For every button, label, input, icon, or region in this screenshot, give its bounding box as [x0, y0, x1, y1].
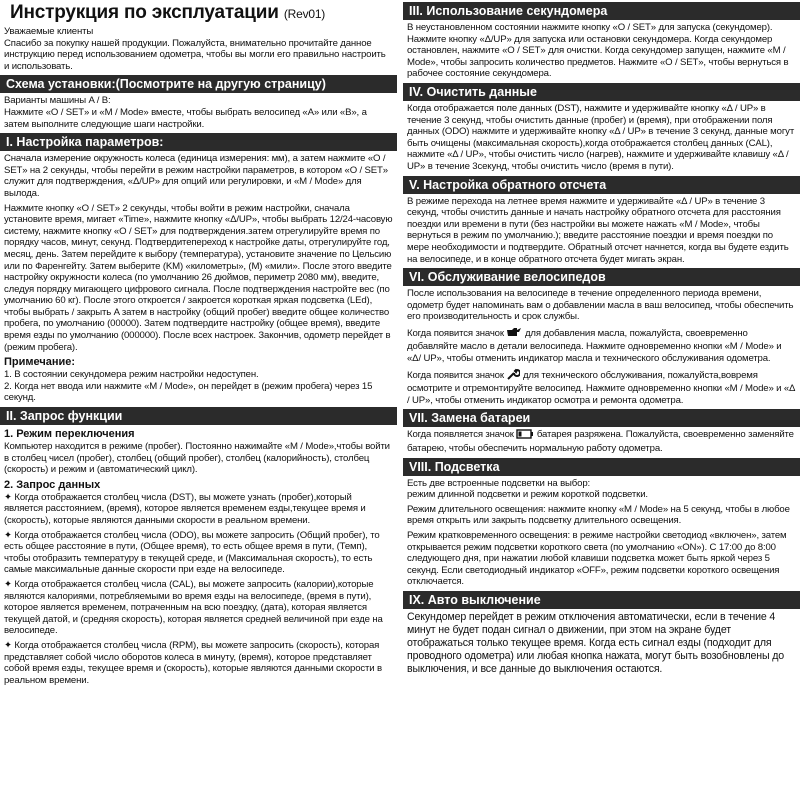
battery-icon	[516, 429, 534, 443]
section-8-header: VIII. Подсветка	[403, 458, 800, 476]
wrench-text-a: Когда появится значок	[407, 369, 504, 381]
section-6-p3	[407, 368, 796, 407]
section-1-header: I. Настройка параметров:	[0, 133, 397, 151]
section-4-header: IV. Очистить данные	[403, 83, 800, 101]
section-scheme-text: Варианты машины A / B: Нажмите «O / SET» и «M / Mode» вместе, чтобы выбрать велосипед «A» или «B», а затем выполните следующие шаги настройки.	[4, 95, 367, 130]
section-8-p2: Режим длительного освещения: нажмите кнопку «M / Mode» на 5 секунд, чтобы в любое время открыть или закрыть подсветку длительного освещения.	[407, 503, 790, 527]
section-2-h1: 1. Режим переключения	[4, 428, 135, 441]
revision-label: (Rev01)	[283, 7, 326, 21]
section-2-header: II. Запрос функции	[0, 407, 397, 425]
intro-text: Уважаемые клиенты Спасибо за покупку нашей продукции. Пожалуйста, внимательно прочитайте данное инструкцию перед использованием одометра, чтобы вы могли его правильно настроить и использовать.	[4, 26, 386, 72]
section-2-h2: 2. Запрос данных	[4, 478, 101, 491]
oil-text-a: Когда появится значок	[407, 327, 504, 339]
page-title	[0, 0, 397, 26]
section-8-p3: Режим кратковременного освещения: в режиме настройки светодиод «включен», затем открывается режим подсветки короткого света (по умолчанию «ON»). С 17:00 до 8:00 следующего дня, при нажатии любой клавиши подсветка может быть яркой через 5 секунд. Если светодиодный индикатор «OFF», режим подсветки короткого освещения отключается.	[407, 530, 787, 588]
section-2-bullet-odo: ✦ Когда отображается столбец числа (ODO), вы можете запросить (Общий пробег), то есть общее расстояние в пути, (Общее время), то есть общее время в пути, (Темп), чтобы отобразить температуру в текущей среде, и (Максимальная скорость), то есть самые максимальные данные скорости при езде на велосипеде.	[4, 529, 380, 576]
title-text: Инструкция по эксплуатации	[10, 2, 279, 23]
section-9-p1: Секундомер перейдет в режим отключения автоматически, если в течение 4 минут не будет подан сигнал о движении, при этом на экране будет отображаться только текущее время. Когда есть сигнал езды (подходит для проводного одометра) или любая кнопка нажата, могут быть возобновлены до выключения, и все данные до выключения остаются.	[407, 610, 785, 675]
section-5-header: V. Настройка обратного отсчета	[403, 176, 800, 194]
section-6-p2	[407, 326, 796, 365]
wrench-text-b: для технического обслуживания, пожалуйста,вовремя осмотрите и отремонтируйте велосипед. Нажмите одновременно кнопки «M / Mode» и «Δ / UP», чтобы отменить индикатор осмотра и ремонта одометра.	[407, 369, 795, 406]
note-title: Примечание:	[4, 356, 76, 369]
section-3-header: III. Использование секундомера	[403, 2, 800, 20]
section-2-bullet-cal: ✦ Когда отображается столбец числа (CAL), вы можете запросить (калории),которые являются калориями, потребляемыми во время езды на велосипеде, (время в пути), которое является временем, потраченным на всю поездку, (дата), которая является текущей датой, и (средняя скорость), которая является средней величиной при езде на велосипеде.	[4, 578, 383, 637]
section-scheme-header: Схема установки:(Посмотрите на другую страницу)	[0, 75, 397, 93]
section-7-header: VII. Замена батареи	[403, 409, 800, 427]
section-9-header: IX. Авто выключение	[403, 591, 800, 609]
section-2-p1: Компьютер находится в режиме (пробег). Постоянно нажимайте «M / Mode»,чтобы войти в столбец чисел (пробег), столбец (общий пробег), столбец (калорийность), столбец (скорость) и режим и (автоматический цикл).	[4, 441, 390, 476]
section-4-p1: Когда отображается поле данных (DST), нажмите и удерживайте кнопку «Δ / UP» в течение 3 секунд, чтобы очистить данные (пробег) и (время), при отображении поля данных (ODO) нажмите и удерживайте кнопку «Δ / UP» в течение 3 секунд, данные могут быть очищены (максимальная скорость),когда отображается столбец данных (CAL), нажмите «Δ / UP», чтобы очистить число (нагрев), нажмите и удерживайте клавишу «Δ / UP» в течение 3секунд, чтобы очистить число (время в пути).	[407, 102, 795, 172]
note-1: 1. В состоянии секундомера режим настройки недоступен.	[4, 369, 259, 381]
section-2-bullet-dst: ✦ Когда отображается столбец числа (DST), вы можете узнать (пробег),который является расстоянием, (время), которое является временем езды,текущее время и (скорость), которые являются данными скорости в реальном времени.	[4, 491, 366, 526]
section-2-bullet-rpm: ✦ Когда отображается столбец числа (RPM), вы можете запросить (скорость), которая представляет собой число оборотов колеса в минуту, (время), которое представляет собой время езды, текущее время и (скорость), которые являются данными скорости в реальном времени.	[4, 639, 382, 686]
section-1-p1: Сначала измерение окружность колеса (единица измерения: мм), а затем нажмите «O / SET» на 2 секунды, чтобы перейти в режим настройки параметров, в котором «O / SET» служит для подтверждения, «Δ/UP» для опций или регулировки, и «M / Mode» для вылода.	[4, 153, 388, 199]
note-2: 2. Когда нет ввода или нажмите «M / Mode», он перейдет в (режим пробега) через 15 секунд.	[4, 380, 373, 404]
right-column	[403, 0, 800, 800]
oil-text-b: для добавления масла, пожалуйста, своевременно добавляйте масло в детали велосипеда. Нажмите одновременно кнопки «M / Mode» и «Δ/ UP», чтобы отменить индикатор масла и технического обслуживания одометра.	[407, 327, 782, 365]
left-column	[0, 0, 397, 800]
section-8-p1: Есть две встроенные подсветки на выбор: режим длинной подсветки и режим короткой подсветки.	[407, 477, 648, 501]
section-7-p1	[407, 429, 796, 454]
section-6-p1: После использования на велосипеде в течение определенного периода времени, одометр будет напоминать вам о добавлении масла в ваш велосипед, чтобы обеспечить его производительность и срок службы.	[407, 288, 794, 323]
section-1-p2: Нажмите кнопку «O / SET» 2 секунды, чтобы войти в режим настройки, сначала установите время, мигает «Time», нажмите кнопку «Δ/UP», чтобы выбрать 12/24-часовую систему, нажмите кнопку «O / SET» для подтверждения.затем отрегулируйте время по порядку часов, минут, секунд. Подтвердитепереход к настройке даты, отрегулируйте год, месяц, день. Затем перейдите к выбору (температура), установите значение по Цельсию или по Фаренгейту. Затем выберите (KM) «километры», (M) «мили». После этого введите настройку окружности колеса (по умолчанию 26 дюймов, периметр 2080 мм), введите, следуя порядку мигающего цифрового сигнала. После подтверждения настройте вес (по умолчанию 60 кг). После этого откроется / закроется короткая яркая подсветка (LEd), чтобы выбрать / закрыть A затем в настройку (общий пробег) введите общее количество пробега, по умолчанию (00000). Затем подтвердите настройку (общее время), введите время езды по умолчанию (000000). После всех настроек. Закончив, одометр перейдет в (режим пробега).	[4, 202, 393, 353]
section-3-p1: В неустановленном состоянии нажмите кнопку «O / SET» для запуска (секундомер). Нажмите кнопку «Δ/UP» для запуска или остановки секундомера. Когда секундомер остановлен, нажмите «O / SET» для очистки. Когда секундомер запущен, нажмите «M / Mode», чтобы запросить количество предметов. Нажмите «O / SET», чтобы вернуться в рабочее состояние секундомера.	[407, 22, 789, 80]
battery-text-a: Когда появляется значок	[407, 429, 514, 441]
oil-can-icon	[506, 326, 522, 342]
section-6-header: VI. Обслуживание велосипедов	[403, 268, 800, 286]
section-5-p1: В режиме перехода на летнее время нажмите и удерживайте «Δ / UP» в течение 3 секунд, чтобы очистить данные и начать настройку обратного отсчета для расстояния поездки или времени в пути (без настройки вы можете нажать «M / Mode», чтобы вернуться в режим по умолчанию.); введите расстояние поездки и время поездки по мере необходимости и подтвердите. Обратный отсчет начнется, когда вы будете ездить на велосипеде, и в конце обратного отсчета будет мигать экран.	[407, 195, 789, 265]
battery-text-b: батарея разряжена. Пожалуйста, своевременно заменяйте батарею, чтобы обеспечить нормальную работу одометра.	[407, 429, 794, 455]
wrench-icon	[506, 368, 520, 384]
